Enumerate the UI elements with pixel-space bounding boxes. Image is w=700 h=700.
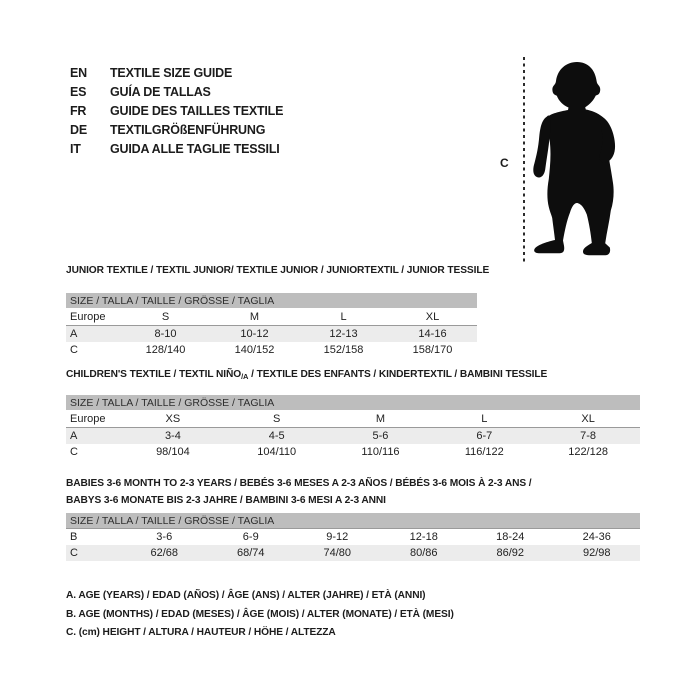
cell: 8-10: [121, 326, 210, 343]
cell: 18-24: [496, 531, 525, 543]
language-code: EN: [70, 65, 87, 80]
cell: M: [210, 308, 299, 326]
table-title-babies: [66, 475, 532, 509]
language-label: TEXTILGRÖßENFÜHRUNG: [110, 123, 266, 138]
row-label: A: [66, 428, 121, 445]
language-code: DE: [70, 123, 87, 138]
cell: XS: [121, 410, 225, 428]
title-text: / TEXTILE DES ENFANTS / KINDERTEXTIL / BAMBINI TESSILE: [248, 369, 548, 380]
cell: 3-4: [121, 428, 225, 445]
cell: M: [329, 410, 433, 428]
height-label-c: C: [500, 156, 509, 170]
cell: 152/158: [323, 344, 364, 356]
table-title-junior: JUNIOR TEXTILE / TEXTIL JUNIOR/ TEXTILE JUNIOR / JUNIORTEXTIL / JUNIOR TESSILE: [66, 265, 490, 276]
legend-notes: [66, 587, 454, 643]
size-header-text: SIZE / TALLA / TAILLE / GRÖSSE / TAGLIA: [66, 395, 640, 410]
cell: 116/122: [464, 446, 504, 458]
size-table-children: [66, 395, 640, 460]
note-line-b: B. AGE (MONTHS) / EDAD (MESES) / ÂGE (MOIS) / ALTER (MONATE) / ETÀ (MESI): [66, 608, 454, 620]
cell: L: [299, 308, 388, 326]
table-row-a: [66, 428, 640, 445]
cell: 10-12: [210, 326, 299, 343]
language-label: GUÍA DE TALLAS: [110, 84, 211, 99]
cell: S: [225, 410, 329, 428]
title-text: CHILDREN'S TEXTILE / TEXTIL NIÑO: [66, 369, 242, 380]
cell: 80/86: [381, 545, 468, 561]
language-label: GUIDE DES TAILLES TEXTILE: [110, 103, 284, 118]
language-code: IT: [70, 142, 81, 157]
height-dashed-line: [523, 57, 525, 262]
language-label: GUIDA ALLE TAGLIE TESSILI: [110, 142, 280, 157]
row-label: Europe: [66, 410, 121, 428]
cell: 9-12: [326, 531, 349, 543]
cell: XL: [536, 410, 640, 428]
cell: 24-36: [582, 531, 611, 543]
language-row-it: [70, 140, 283, 159]
baby-silhouette-icon: [528, 55, 623, 265]
cell: 140/152: [234, 344, 275, 356]
row-label: C: [66, 545, 121, 561]
cell: 6-7: [432, 428, 536, 445]
cell: 62/68: [121, 545, 208, 561]
cell: 128/140: [145, 344, 186, 356]
cell: 98/104: [156, 446, 190, 458]
cell: XL: [388, 308, 477, 326]
row-label: Europe: [66, 308, 121, 326]
language-row-es: [70, 82, 283, 101]
cell: S: [121, 308, 210, 326]
table-row-a: [66, 326, 477, 343]
table-row-europe: [66, 308, 477, 326]
cell: 5-6: [329, 428, 433, 445]
size-table-junior: [66, 293, 477, 358]
cell: L: [432, 410, 536, 428]
table-row-europe: [66, 410, 640, 428]
note-line-c: C. (cm) HEIGHT / ALTURA / HAUTEUR / HÖHE / ALTEZZA: [66, 627, 336, 639]
size-header-bar: [66, 293, 477, 308]
cell: 12-18: [409, 531, 438, 543]
row-label: C: [70, 344, 78, 356]
row-label: C: [70, 446, 78, 458]
size-header-bar: [66, 395, 640, 410]
title-line: BABIES 3-6 MONTH TO 2-3 YEARS / BEBÉS 3-6 MESES A 2-3 AÑOS / BÉBÉS 3-6 MOIS À 2-3 ANS /: [66, 478, 532, 489]
language-row-de: [70, 121, 283, 140]
size-header-text: SIZE / TALLA / TAILLE / GRÖSSE / TAGLIA: [66, 513, 640, 529]
language-label: TEXTILE SIZE GUIDE: [110, 65, 233, 80]
cell: 14-16: [388, 326, 477, 343]
table-row-c: [66, 342, 477, 358]
cell: 4-5: [225, 428, 329, 445]
cell: 74/80: [294, 545, 381, 561]
title-line: BABYS 3-6 MONATE BIS 2-3 JAHRE / BAMBINI 3-6 MESI A 2-3 ANNI: [66, 495, 386, 506]
cell: 7-8: [536, 428, 640, 445]
cell: 92/98: [554, 545, 641, 561]
title-subscript: /A: [241, 372, 249, 381]
table-title-children: [66, 369, 547, 381]
table-row-c: [66, 545, 640, 561]
language-row-fr: [70, 101, 283, 120]
cell: 68/74: [208, 545, 295, 561]
cell: 158/170: [412, 344, 453, 356]
cell: 12-13: [299, 326, 388, 343]
table-row-b: [66, 529, 640, 546]
language-row-en: [70, 63, 283, 82]
row-label: A: [66, 326, 121, 343]
cell: 86/92: [467, 545, 554, 561]
cell: 110/116: [361, 446, 400, 458]
language-guide: [70, 63, 283, 159]
cell: 6-9: [242, 531, 259, 543]
size-header-text: SIZE / TALLA / TAILLE / GRÖSSE / TAGLIA: [66, 293, 477, 308]
cell: 104/110: [257, 446, 297, 458]
language-code: ES: [70, 84, 87, 99]
cell: 122/128: [568, 446, 608, 458]
note-line-a: A. AGE (YEARS) / EDAD (AÑOS) / ÂGE (ANS) / ALTER (JAHRE) / ETÀ (ANNI): [66, 590, 426, 601]
row-label: B: [70, 531, 78, 543]
language-code: FR: [70, 103, 87, 118]
size-header-bar: [66, 513, 640, 529]
size-table-babies: [66, 513, 640, 561]
table-row-c: [66, 444, 640, 460]
cell: 3-6: [156, 531, 173, 543]
